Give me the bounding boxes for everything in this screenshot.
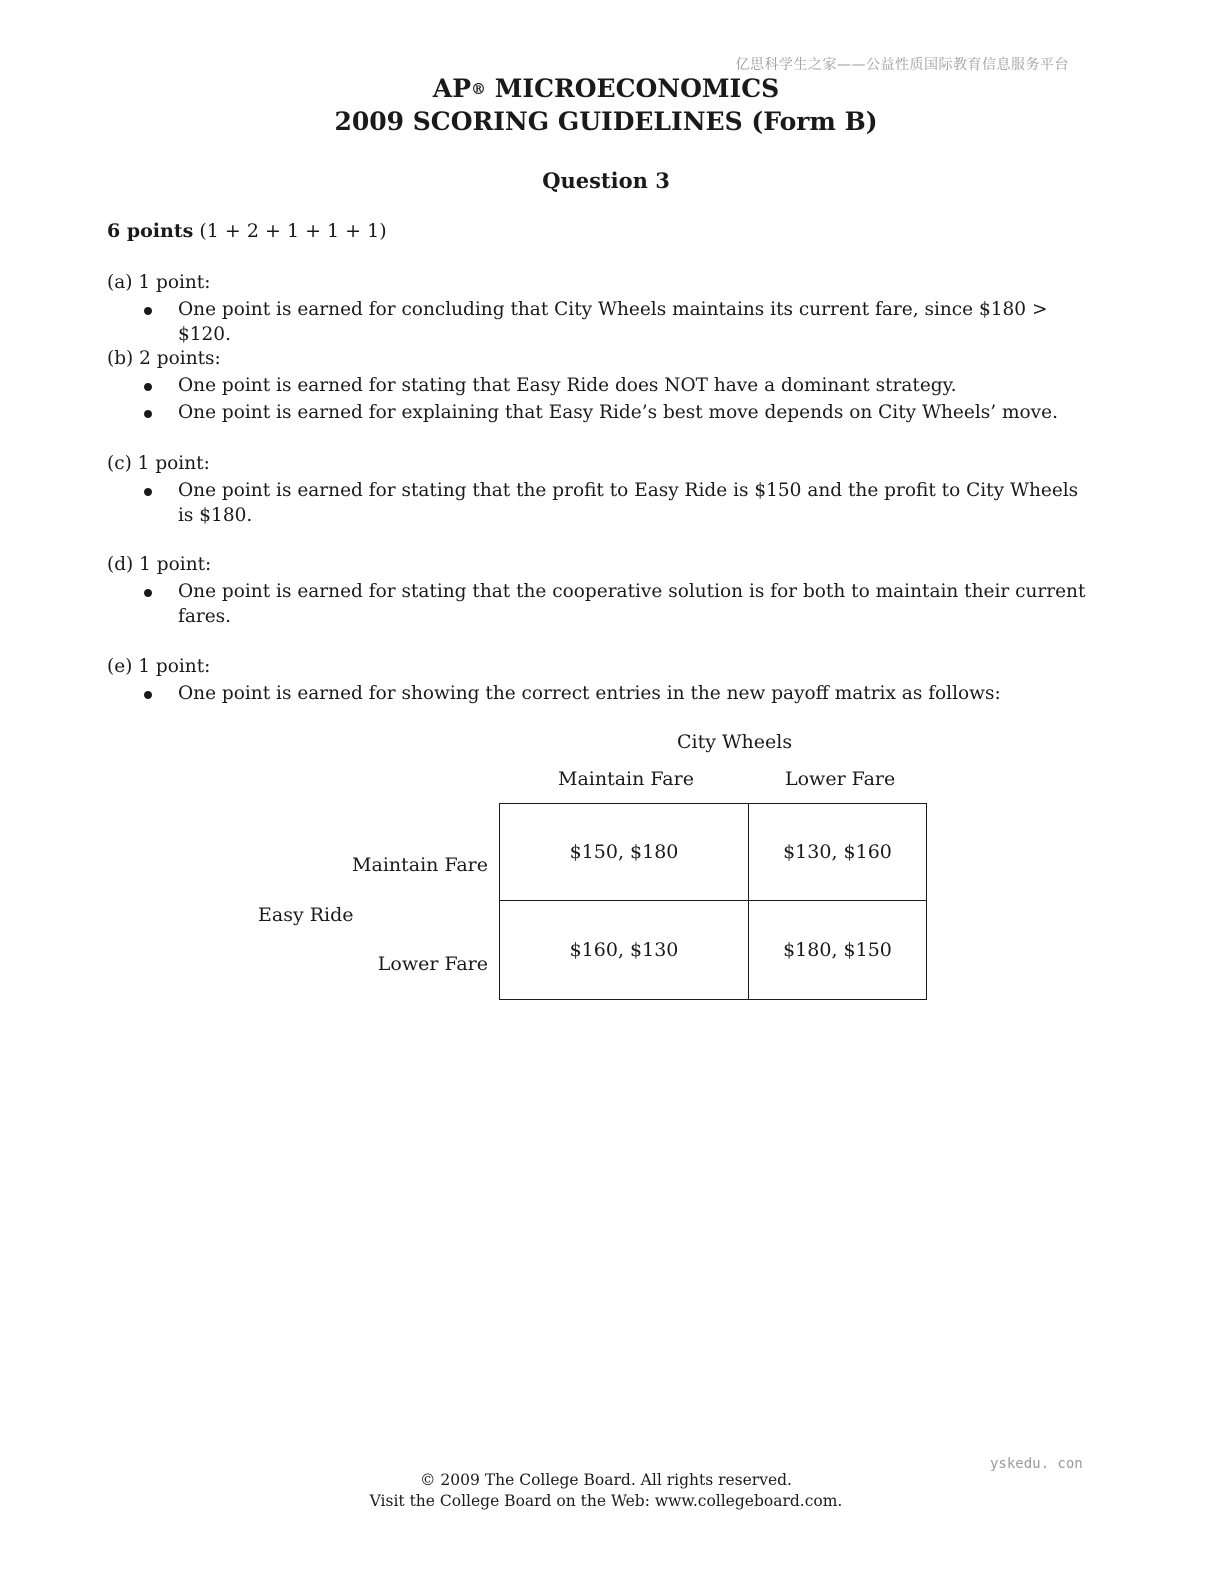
part-b xyxy=(107,346,1092,425)
registered-mark: ® xyxy=(471,80,486,98)
row-label-maintain: Maintain Fare xyxy=(352,854,488,876)
row-player-label: Easy Ride xyxy=(258,904,354,926)
title-line-1 xyxy=(0,72,1212,105)
row-label-lower: Lower Fare xyxy=(377,953,488,975)
matrix-cell: $180, $150 xyxy=(749,901,927,1000)
points-total-bold: 6 points xyxy=(107,220,194,242)
bullet-item: One point is earned for showing the correct entries in the new payoff matrix as follows: xyxy=(107,681,1092,706)
points-breakdown: (1 + 2 + 1 + 1 + 1) xyxy=(193,220,387,242)
bullet-item: One point is earned for stating that Easy Ride does NOT have a dominant strategy. xyxy=(107,373,1092,398)
page-footer xyxy=(0,1470,1212,1512)
copyright-text: © 2009 The College Board. All rights reserved. xyxy=(420,1471,792,1489)
part-label: (e) 1 point: xyxy=(107,656,211,677)
payoff-matrix xyxy=(499,803,927,1000)
part-label: (b) 2 points: xyxy=(107,348,221,369)
column-label-maintain: Maintain Fare xyxy=(558,768,694,790)
matrix-cell: $160, $130 xyxy=(500,901,749,1000)
part-d xyxy=(107,552,1092,629)
part-label: (a) 1 point: xyxy=(107,272,211,293)
question-heading: Question 3 xyxy=(542,168,670,193)
website-text: Visit the College Board on the Web: www.collegeboard.com. xyxy=(369,1492,843,1510)
matrix-cell: $150, $180 xyxy=(500,804,749,901)
matrix-cell: $130, $160 xyxy=(749,804,927,901)
watermark-top: 亿思科学生之家——公益性质国际教育信息服务平台 xyxy=(735,57,1069,73)
title-subject: MICROECONOMICS xyxy=(486,74,780,103)
column-player-label: City Wheels xyxy=(677,731,793,753)
matrix-row xyxy=(500,901,927,1000)
bullet-item: One point is earned for explaining that Easy Ride’s best move depends on City Wheels’ move. xyxy=(107,400,1092,425)
bullet-item: One point is earned for stating that the cooperative solution is for both to maintain their current fares. xyxy=(107,579,1092,629)
column-label-lower: Lower Fare xyxy=(785,768,896,790)
bullet-item: One point is earned for stating that the profit to Easy Ride is $150 and the profit to City Wheels is $180. xyxy=(107,478,1092,528)
part-e xyxy=(107,654,1092,706)
part-label: (d) 1 point: xyxy=(107,554,212,575)
points-total xyxy=(107,220,387,242)
title-ap: AP xyxy=(432,74,471,103)
watermark-bottom: yskedu. con xyxy=(990,1456,1083,1472)
bullet-item: One point is earned for concluding that City Wheels maintains its current fare, since $180 > $120. xyxy=(107,297,1092,347)
matrix-row xyxy=(500,804,927,901)
part-label: (c) 1 point: xyxy=(107,453,210,474)
page-title xyxy=(0,72,1212,138)
part-c xyxy=(107,451,1092,528)
title-line-2: 2009 SCORING GUIDELINES (Form B) xyxy=(334,107,878,136)
part-a xyxy=(107,270,1092,347)
